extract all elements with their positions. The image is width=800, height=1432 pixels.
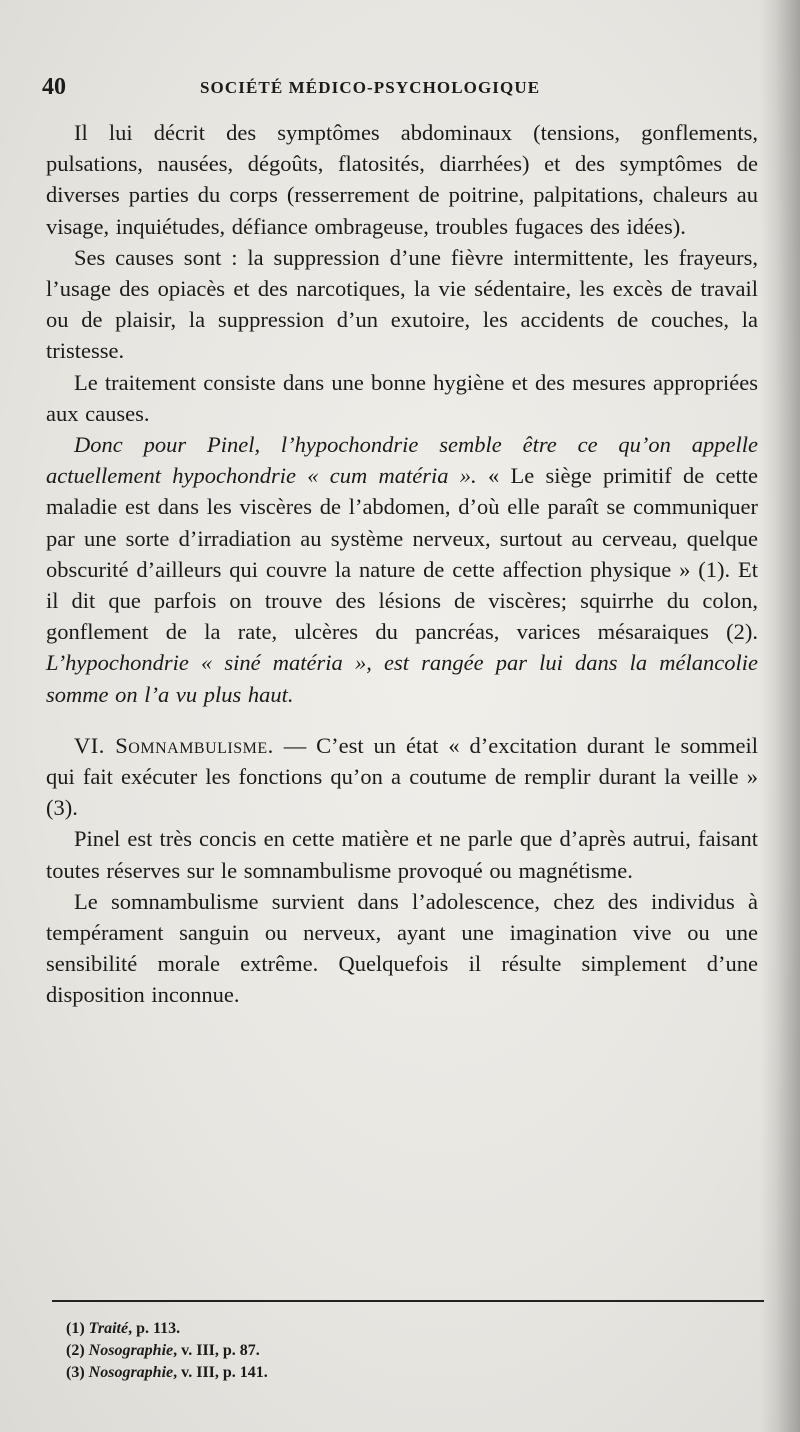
- page-header: [42, 72, 762, 108]
- section-definition: — C’est un état « d’excitation durant le sommeil qui fait exécuter les fonctions qu’on a coutume de remplir durant la veille » (3).: [46, 732, 758, 821]
- footnote-ref: , v. III, p. 141.: [173, 1364, 268, 1381]
- footnote-title: Nosographie: [88, 1364, 174, 1381]
- paragraph-treatment: Le traitement consiste dans une bonne hygiène et des mesures appropriées aux causes.: [46, 369, 758, 426]
- paragraph-adolescence: Le somnambulisme survient dans l’adolescence, chez des individus à tempérament sanguin ou nerveux, ayant une imagination vive ou une sensibilité morale extrême. Quelquefois il résulte simplement d’une disposition inconnue.: [46, 888, 758, 1008]
- running-head: SOCIÉTÉ MÉDICO-PSYCHOLOGIQUE: [200, 78, 541, 97]
- page-number: 40: [42, 74, 66, 100]
- footnote-marker: (1): [66, 1320, 85, 1337]
- page-edge-shadow: [760, 0, 800, 1432]
- footnote-ref: , v. III, p. 87.: [173, 1342, 260, 1359]
- footnote-marker: (2): [66, 1342, 85, 1359]
- paragraph-symptoms: Il lui décrit des symptômes abdominaux (tensions, gonflements, pulsations, nausées, dégoûts, flatosités, diarrhées) et des symptômes de diverses parties du corps (resserrement de poitrine, palpitations, chaleurs au visage, inquiétudes, défiance ombrageuse, troubles fugaces des idées).: [46, 120, 758, 239]
- footnote-1: [66, 1318, 666, 1340]
- quotation-text: « Le siège primitif de cette maladie est dans les viscères de l’abdomen, d’où elle paraît se communiquer par une sorte d’irradiation au système nerveux, surtout au cerveau, quelque obscurité d’ailleurs qui couvre la nature de cette affection physique » (1). Et il dit que parfois on trouve des lésions de viscères; squirrhe du colon, gonflement de la rate, ulcères du pancréas, varices mésaraiques (2).: [46, 463, 758, 645]
- footnote-ref: , p. 113.: [128, 1320, 181, 1337]
- footnote-divider: [52, 1300, 764, 1302]
- footnote-title: Nosographie: [88, 1342, 174, 1359]
- paragraph-causes: Ses causes sont : la suppression d’une fièvre intermittente, les frayeurs, l’usage des opiacès et des narcotiques, la vie sédentaire, les excès de travail ou de plaisir, la suppression d’un exutoire, les accidents de couches, la tristesse.: [46, 244, 758, 364]
- section-somnambulisme: [46, 730, 758, 824]
- body-text: [46, 117, 758, 1011]
- footnote-title: Traité: [88, 1320, 129, 1337]
- paragraph-pinel-concis: Pinel est très concis en cette matière et ne parle que d’après autrui, faisant toutes réserves sur le somnambulisme provoqué ou magnétisme.: [46, 826, 758, 883]
- footnote-marker: (3): [66, 1364, 85, 1381]
- italic-conclusion: L’hypochondrie « siné matéria », est rangée par lui dans la mélancolie somme on l’a vu plus haut.: [46, 650, 758, 707]
- footnotes: [66, 1318, 666, 1384]
- footnote-2: [66, 1340, 666, 1362]
- italic-statement: Donc pour Pinel, l’hypochondrie semble être ce qu’on appelle actuellement hypochondrie « cum matéria ».: [46, 432, 758, 489]
- section-heading: VI. Somnambulisme.: [74, 732, 274, 758]
- paragraph-pinel-hypochondrie: [46, 429, 758, 710]
- footnote-3: [66, 1362, 666, 1384]
